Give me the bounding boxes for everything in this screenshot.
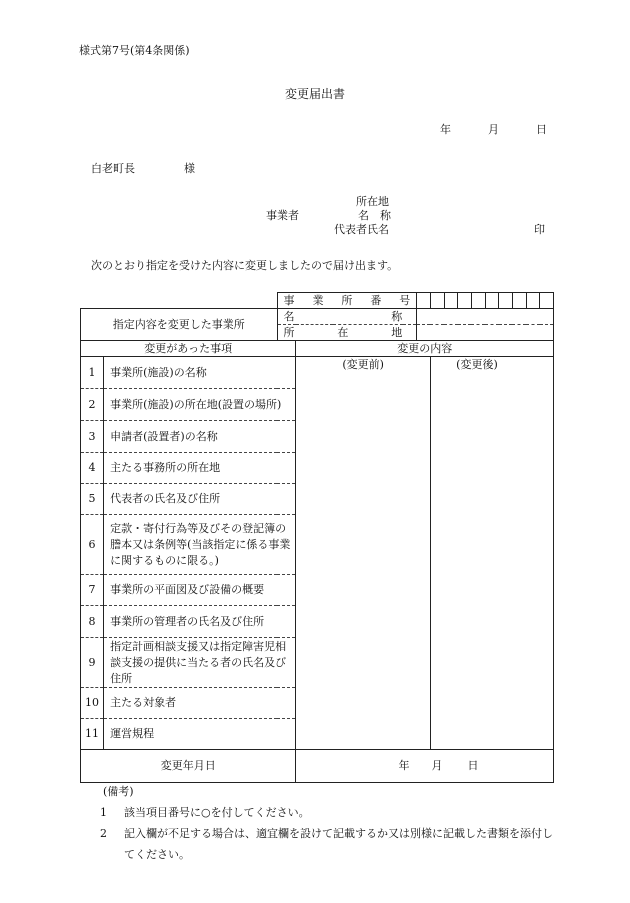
- before-label: (変更前): [342, 358, 384, 371]
- addressee: [91, 162, 195, 175]
- note-number: 2: [100, 827, 107, 840]
- office-number-digit-4[interactable]: [458, 293, 472, 309]
- change-form-table: [80, 292, 554, 783]
- item-number: 6: [81, 515, 104, 575]
- office-number-digit-2[interactable]: [430, 293, 444, 309]
- item-number: 1: [81, 357, 104, 389]
- item-text: 代表者の氏名及び住所: [104, 484, 296, 515]
- item-text: 指定計画相談支援又は指定障害児相談支援の提供に当たる者の氏名及び住所: [104, 638, 296, 688]
- office-number-digit-10[interactable]: [540, 293, 554, 309]
- office-name-label: 名 称: [277, 309, 417, 325]
- applicant-representative-label: 代表者氏名: [334, 223, 389, 236]
- item-text: 事業所(施設)の所在地(設置の場所): [104, 389, 296, 421]
- date-day-label: 日: [536, 123, 547, 136]
- item-number: 10: [81, 688, 104, 719]
- item-number: 2: [81, 389, 104, 421]
- date-year-label: 年: [440, 123, 451, 136]
- addressee-honorific: 様: [184, 162, 195, 175]
- notes-heading: (備考): [103, 785, 134, 798]
- item-text: 申請者(設置者)の名称: [104, 421, 296, 453]
- item-text: 主たる事務所の所在地: [104, 453, 296, 484]
- seal-mark: 印: [534, 223, 545, 236]
- note-number: 1: [100, 806, 107, 819]
- office-number-label: 事 業 所 番 号: [277, 293, 417, 309]
- note-text: 該当項目番号に○を付してください。: [124, 806, 310, 819]
- change-date-label: 変更年月日: [81, 750, 296, 783]
- item-text: 定款・寄付行為等及びその登記簿の謄本又は条例等(当該指定に係る事業に関するものに限る。): [104, 515, 296, 575]
- page-title: 変更届出書: [284, 87, 345, 101]
- item-number: 8: [81, 606, 104, 638]
- change-before-field[interactable]: [296, 357, 431, 750]
- intro-text: 次のとおり指定を受けた内容に変更しましたので届け出ます。: [91, 259, 399, 272]
- applicant-name-label: 名 称: [358, 209, 391, 222]
- item-text: 主たる対象者: [104, 688, 296, 719]
- office-address-label: 所 在 地: [277, 325, 417, 341]
- office-number-digit-7[interactable]: [499, 293, 513, 309]
- addressee-name: 白老町長: [91, 162, 135, 175]
- after-label: (変更後): [456, 358, 498, 371]
- office-name-field[interactable]: [417, 309, 554, 325]
- notes-section: [100, 781, 553, 865]
- date-month-label: 月: [488, 123, 499, 136]
- form-number: 様式第7号(第4条関係): [79, 44, 190, 57]
- office-section-label: 指定内容を変更した事業所: [81, 309, 278, 341]
- item-text: 事業所の管理者の氏名及び住所: [104, 606, 296, 638]
- item-number: 3: [81, 421, 104, 453]
- item-text: 運営規程: [104, 719, 296, 750]
- office-number-digit-9[interactable]: [526, 293, 540, 309]
- change-date-year: 年: [398, 759, 410, 772]
- note-item: [100, 802, 553, 823]
- note-text: 記入欄が不足する場合は、適宜欄を設けて記載するか又は別様に記載した書類を添付してください。: [124, 827, 553, 861]
- office-number-digit-1[interactable]: [417, 293, 431, 309]
- item-number: 11: [81, 719, 104, 750]
- item-number: 7: [81, 575, 104, 606]
- item-number: 9: [81, 638, 104, 688]
- note-item: [100, 823, 553, 865]
- item-number: 5: [81, 484, 104, 515]
- changed-items-header: 変更があった事項: [81, 341, 296, 357]
- office-number-digit-8[interactable]: [512, 293, 526, 309]
- change-after-field[interactable]: [430, 357, 553, 750]
- applicant-address-label: 所在地: [356, 195, 389, 208]
- office-number-digit-3[interactable]: [444, 293, 458, 309]
- change-date-field[interactable]: [296, 750, 554, 783]
- change-content-header: 変更の内容: [296, 341, 554, 357]
- office-address-field[interactable]: [417, 325, 554, 341]
- item-number: 4: [81, 453, 104, 484]
- item-text: 事業所(施設)の名称: [104, 357, 296, 389]
- change-date-month: 月: [431, 759, 443, 772]
- office-number-digit-6[interactable]: [485, 293, 499, 309]
- change-date-day: 日: [467, 759, 479, 772]
- item-text: 事業所の平面図及び設備の概要: [104, 575, 296, 606]
- office-number-digit-5[interactable]: [471, 293, 485, 309]
- applicant-role: 事業者: [266, 209, 299, 222]
